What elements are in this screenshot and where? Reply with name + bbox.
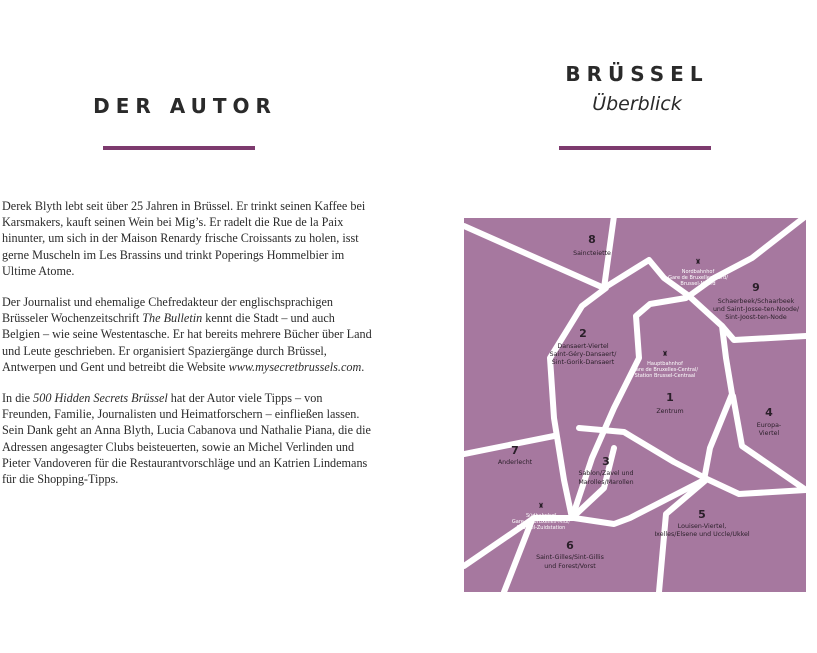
svg-text:Nordbahnhof: Nordbahnhof	[681, 269, 715, 275]
right-subtitle: Überblick	[592, 93, 682, 115]
district-number: 7	[511, 444, 519, 457]
district-name: Sint-Gorik-Dansaert	[551, 359, 615, 366]
svg-text:Station Brussel-Centraal: Station Brussel-Centraal	[634, 373, 696, 379]
district-name: Europa-	[756, 422, 782, 429]
left-title-rule	[103, 146, 255, 150]
district-number: 1	[666, 391, 674, 404]
train-icon: ♜	[537, 502, 545, 510]
bio-paragraph-1: Derek Blyth lebt seit über 25 Jahren in Brüssel. Er trinkt seinen Kaffee bei Karsmakers, kauft seinen Wein bei Mig’s. Er radelt die Rue de la Paix hinunter, um sich in der Maison Renardy frische Croissants zu holen, isst gerne Muscheln im Les Brassins und trinkt Poperings Hommelbier im Ultime Atome.	[2, 199, 366, 278]
district-name: Saincteiette	[573, 250, 611, 257]
district-name: Sablon/Zavel und	[578, 470, 634, 477]
right-title: BRÜSSEL	[565, 62, 709, 86]
district-number: 6	[566, 539, 574, 552]
svg-text:Brussel-Zuidstation: Brussel-Zuidstation	[516, 525, 566, 531]
district-name: Louisen-Viertel,	[677, 523, 727, 530]
svg-text:Brussel-Noord: Brussel-Noord	[680, 281, 716, 287]
district-name: und Saint-Josse-ten-Noode/	[712, 306, 800, 313]
svg-text:Südbahnhof: Südbahnhof	[525, 513, 557, 519]
svg-text:Hauptbahnhof: Hauptbahnhof	[647, 361, 683, 367]
district-name: Sint-Joost-ten-Node	[725, 314, 787, 321]
district-number: 9	[752, 281, 760, 294]
publication-name: The Bulletin	[142, 311, 203, 326]
district-number: 8	[588, 233, 596, 246]
svg-text:Gare de Bruxelles-Central/: Gare de Bruxelles-Central/	[631, 367, 699, 373]
district-number: 5	[698, 508, 706, 521]
district-name: Dansaert-Viertel	[557, 343, 609, 350]
bio-paragraph-3: In die 500 Hidden Secrets Brüssel hat der Autor viele Tipps – von Freunden, Familie, Journalisten und Heimatforschern – einfließen lassen. Sein Dank geht an Anna Blyth, Lucia Cabanova und Nathalie Piana, die die Adressen angesagter Clubs beisteuerten, sowie an Michel Verlinden und Pieter Vandoveren für die Restaurantvorschläge und an Katrien Lindemans für die Shopping-Tipps.	[2, 391, 371, 487]
district-number: 2	[579, 327, 587, 340]
district-name: Anderlecht	[497, 459, 533, 466]
bio-paragraph-2: Der Journalist und ehemalige Chefredakteur der englischsprachigen Brüsseler Wochenzeitschrift The Bulletin kennt die Stadt – und auch Belgien – wie seine Westentasche. Er hat bereits mehrere Bücher über Land und Leute geschrieben. Er organisiert Spaziergänge durch Brüssel, Antwerpen und Gent und betreibt die Website www.mysecretbrussels.com.	[2, 295, 372, 374]
district-number: 4	[765, 406, 773, 419]
train-icon: ♜	[694, 258, 702, 266]
brussels-map	[464, 218, 806, 592]
district-name: Ixelles/Elsene und Uccle/Ukkel	[654, 531, 750, 538]
left-title: DER AUTOR	[93, 94, 277, 118]
map-background	[464, 218, 806, 592]
district-name: Marolles/Marollen	[578, 479, 634, 486]
district-name: Schaerbeek/Schaarbeek	[717, 298, 795, 305]
website-link[interactable]: www.mysecretbrussels.com	[228, 359, 362, 374]
district-number: 3	[602, 455, 610, 468]
district-name: Viertel	[758, 430, 780, 437]
district-name: Zentrum	[656, 408, 684, 415]
svg-text:Gare de Bruxelles-Nord/: Gare de Bruxelles-Nord/	[668, 275, 728, 281]
author-bio	[2, 198, 374, 502]
right-title-rule	[559, 146, 711, 150]
district-name: und Forest/Vorst	[544, 563, 596, 570]
district-name: Saint-Géry-Dansaert/	[549, 351, 617, 358]
train-icon: ♜	[661, 350, 669, 358]
district-name: Saint-Gilles/Sint-Gillis	[536, 554, 604, 561]
svg-text:Gare de Bruxelles-Midi/: Gare de Bruxelles-Midi/	[511, 519, 571, 525]
book-title: 500 Hidden Secrets Brüssel	[33, 391, 168, 406]
